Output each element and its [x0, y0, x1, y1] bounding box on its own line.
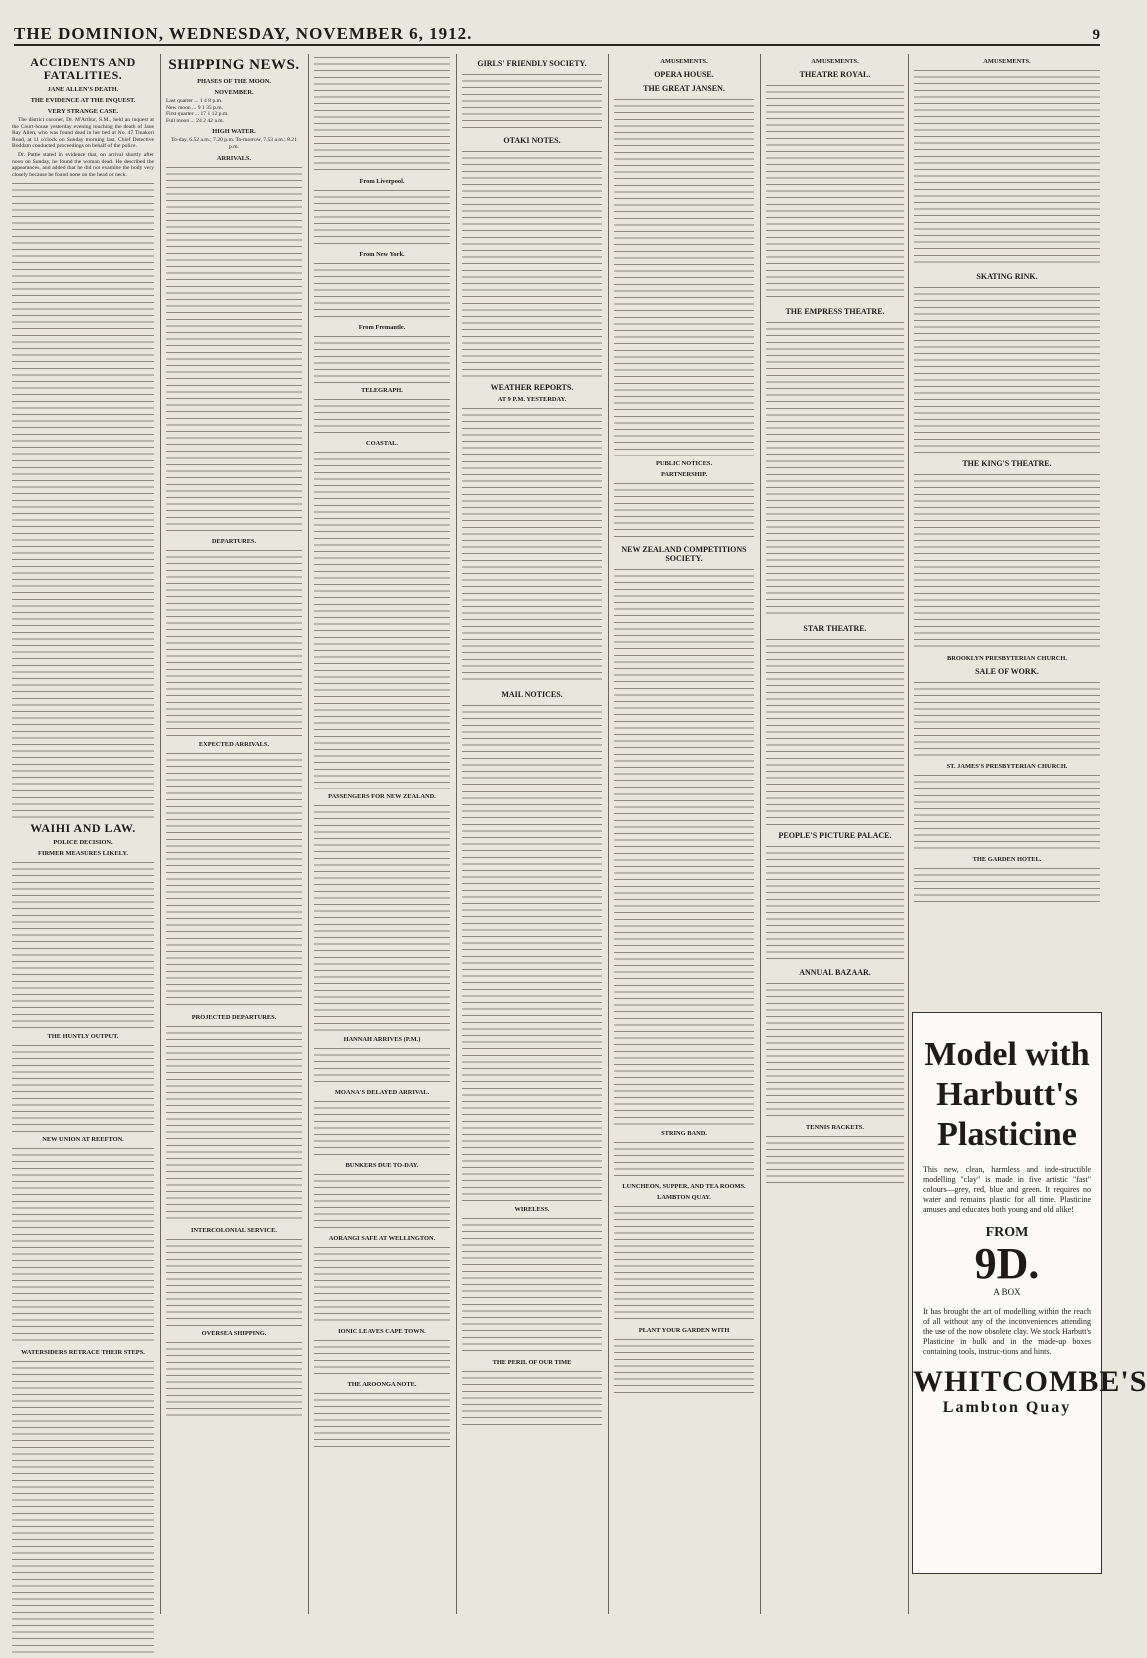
ad-opera-house: OPERA HOUSE. — [654, 70, 714, 79]
column-rule — [760, 54, 761, 1614]
page-header — [14, 18, 1100, 46]
body-text-filler — [614, 96, 754, 456]
subhead-ionic: IONIC LEAVES CAPE TOWN. — [338, 1328, 426, 1335]
ad-st-james-church: ST. JAMES'S PRESBYTERIAN CHURCH. — [946, 763, 1068, 770]
body-text-filler — [314, 449, 450, 789]
body-text-filler — [12, 1042, 154, 1132]
body-text-filler — [314, 1045, 450, 1085]
tide-times: To-day, 6.52 a.m.; 7.20 p.m. To-morrow, 7.53 a.m.; 8.21 p.m. — [171, 137, 297, 150]
ad-body-2: It has brought the art of modelling within the reach of all without any of the inconveniences attending the use of the now obsolete clay. We stock Harbutt's Plasticine in bulk and in the made-up boxes containing tools, instruc-tions and hints. — [923, 1307, 1091, 1356]
body-text-filler — [314, 260, 450, 320]
body-text-filler — [166, 1339, 302, 1419]
body-text-filler — [766, 843, 904, 963]
body-text-filler — [614, 566, 754, 1126]
ad-kings-theatre: THE KING'S THEATRE. — [962, 459, 1052, 468]
subhead-new-york: From New York. — [359, 251, 405, 258]
subhead-fremantle: From Fremantle. — [358, 324, 406, 331]
body-text-filler — [914, 284, 1100, 454]
masthead: THE DOMINION, WEDNESDAY, NOVEMBER 6, 1912. — [14, 24, 473, 43]
subhead-watersiders: WATERSIDERS RETRACE THEIR STEPS. — [21, 1349, 145, 1357]
ad-tennis-rackets: TENNIS RACKETS. — [806, 1124, 864, 1131]
body-text-filler — [166, 547, 302, 737]
subhead-reefton: NEW UNION AT REEFTON. — [42, 1136, 124, 1144]
body-text-filler — [766, 1133, 904, 1183]
subhead-moana: MOANA'S DELAYED ARRIVAL. — [334, 1089, 430, 1096]
page-number: 9 — [1092, 27, 1100, 43]
subhead-peril: THE PERIL OF OUR TIME — [492, 1359, 572, 1366]
body-text-filler — [462, 71, 602, 131]
column-amusements-1 — [614, 54, 754, 1614]
subhead-coastal: COASTAL. — [365, 440, 399, 447]
headline-accidents: ACCIDENTS AND FATALITIES. — [30, 55, 136, 82]
subhead-liverpool: From Liverpool. — [359, 178, 405, 185]
subhead-inquest: THE EVIDENCE AT THE INQUEST. — [30, 97, 136, 104]
ad-sale-of-work: SALE OF WORK. — [975, 667, 1039, 676]
body-text-filler — [614, 1336, 754, 1396]
column-amusements-2 — [766, 54, 904, 1614]
ad-garden-hotel: THE GARDEN HOTEL. — [972, 856, 1042, 863]
column-notices — [462, 54, 602, 1614]
ad-body-1: This new, clean, harmless and inde-structible modelling "clay" is made in five artistic "fast" colours—grey, red, blue and green. It requires no water and remains plastic for all time. Plasticine amuses and educates both young and old alike! — [923, 1165, 1091, 1214]
body-text-filler — [314, 802, 450, 1032]
subhead-huntly: THE HUNTLY OUTPUT. — [47, 1033, 119, 1041]
moon-row: New moon ... 9 1 35 p.m. — [166, 104, 224, 111]
ad-brand: WHITCOMBE'S — [913, 1365, 1147, 1398]
ad-theatre-royal: THEATRE ROYAL. — [799, 70, 871, 79]
column-shipping — [166, 54, 302, 1614]
subhead-departures: DEPARTURES. — [211, 537, 257, 545]
column-news — [12, 54, 154, 1614]
headline-waihi: WAIHI AND LAW. — [30, 821, 136, 836]
moon-row: Full moon ... 24 2 42 a.m. — [166, 117, 224, 124]
body-text-filler — [766, 636, 904, 826]
ad-competitions: NEW ZEALAND COMPETITIONS SOCIETY. — [621, 545, 747, 563]
subhead-aorangi: AORANGI SAFE AT WELLINGTON. — [328, 1235, 436, 1242]
subhead-expected-arrivals: EXPECTED ARRIVALS. — [198, 740, 270, 748]
subhead-wireless: WIRELESS. — [514, 1206, 550, 1213]
article-paragraph: Dr. Pattie stated in evidence that, on arrival shortly after noon on Sunday, he found the woman dead. He described the appearances, and added that he did not examine the body very closely because he found none on the head or neck. — [12, 151, 154, 178]
body-text-filler — [914, 67, 1100, 267]
body-text-filler — [914, 772, 1100, 852]
plasticine-advertisement — [912, 1012, 1147, 1574]
article-paragraph: The district coroner, Dr. M'Arthur, S.M., held an inquest at the Court-house yesterday evening touching the death of Jane Ray Allen, who was found dead in her bed at No. 47 Tinakori Road, at 11 o'clock on Sunday morning last. Chief Detective Boddam conducted proceedings on behalf of the police. — [12, 117, 154, 150]
ad-plant-garden: PLANT YOUR GARDEN WITH — [638, 1327, 730, 1334]
headline-weather: WEATHER REPORTS. — [490, 383, 574, 392]
ad-line-3: Plasticine — [937, 1116, 1077, 1153]
moon-row: Last quarter ... 1 4 8 p.m. — [166, 98, 223, 104]
ad-line-1: Model with — [924, 1036, 1090, 1073]
subhead-projected-departures: PROJECTED DEPARTURES. — [191, 1013, 277, 1021]
body-text-filler — [462, 1368, 602, 1428]
body-text-filler — [12, 859, 154, 1029]
ad-partnership: PARTNERSHIP. — [660, 471, 708, 478]
public-notices-header: PUBLIC NOTICES. — [655, 460, 713, 467]
subhead-bunkers: BUNKERS DUE TO-DAY. — [345, 1162, 419, 1169]
body-text-filler — [462, 702, 602, 1202]
headline-girls-society: GIRLS' FRIENDLY SOCIETY. — [477, 59, 587, 68]
body-text-filler — [914, 471, 1100, 651]
body-text-filler — [914, 679, 1100, 759]
column-rule — [456, 54, 457, 1614]
body-text-filler — [614, 1139, 754, 1179]
column-rule — [160, 54, 161, 1614]
ad-a-box: A BOX — [993, 1287, 1021, 1297]
body-text-filler — [766, 319, 904, 619]
body-text-filler — [462, 405, 602, 685]
subhead-telegraph: TELEGRAPH. — [361, 387, 403, 394]
column-rule — [908, 54, 909, 1614]
subhead-hannah: HANNAH ARRIVES (P.M.) — [343, 1036, 421, 1043]
body-text-filler — [314, 1390, 450, 1450]
subhead-firmer: FIRMER MEASURES LIKELY. — [38, 850, 128, 858]
body-text-filler — [12, 1358, 154, 1658]
subhead-moon: PHASES OF THE MOON. — [197, 78, 271, 85]
ad-price: 9D. — [974, 1239, 1040, 1288]
subhead-death: JANE ALLEN'S DEATH. — [47, 86, 119, 93]
body-text-filler — [12, 180, 154, 820]
body-text-filler — [914, 865, 1100, 905]
ad-skating-rink: SKATING RINK. — [976, 272, 1038, 281]
amusements-header: AMUSEMENTS. — [660, 58, 708, 65]
ad-street: Lambton Quay — [942, 1399, 1072, 1416]
ad-annual-bazaar: ANNUAL BAZAAR. — [799, 968, 871, 977]
body-text-filler — [166, 750, 302, 1010]
ad-lambton: LAMBTON QUAY. — [657, 1194, 711, 1201]
ad-luncheon: LUNCHEON, SUPPER, AND TEA ROOMS. — [622, 1183, 746, 1190]
ad-empress-theatre: THE EMPRESS THEATRE. — [785, 307, 885, 316]
body-text-filler — [166, 164, 302, 534]
ad-star-theatre: STAR THEATRE. — [803, 624, 867, 633]
body-text-filler — [766, 980, 904, 1120]
body-text-filler — [314, 333, 450, 383]
amusements-header: AMUSEMENTS. — [983, 58, 1031, 65]
headline-mail: MAIL NOTICES. — [501, 690, 563, 699]
ad-brooklyn-church: BROOKLYN PRESBYTERIAN CHURCH. — [947, 655, 1067, 662]
body-text-filler — [314, 1098, 450, 1158]
ad-peoples-picture-palace: PEOPLE'S PICTURE PALACE. — [778, 831, 892, 840]
ad-from: FROM — [985, 1225, 1029, 1240]
subhead-aroonga: THE AROONGA NOTE. — [347, 1381, 417, 1388]
headline-otaki: OTAKI NOTES. — [503, 136, 561, 145]
body-text-filler — [766, 82, 904, 302]
moon-row: First quarter ... 17 1 12 p.m. — [166, 111, 229, 118]
body-text-filler — [314, 1171, 450, 1231]
subhead-arrivals: ARRIVALS. — [216, 154, 252, 162]
subhead-9pm: AT 9 P.M. YESTERDAY. — [497, 396, 567, 403]
body-text-filler — [314, 54, 450, 174]
body-text-filler — [614, 1203, 754, 1323]
subhead-police: POLICE DECISION. — [53, 839, 113, 847]
ad-jansen: THE GREAT JANSEN. — [643, 84, 725, 93]
body-text-filler — [314, 396, 450, 436]
column-shipping-continued — [314, 54, 450, 1614]
subhead-november: NOVEMBER. — [214, 89, 254, 96]
body-text-filler — [314, 1337, 450, 1377]
column-rule — [608, 54, 609, 1614]
subhead-oversea: OVERSEA SHIPPING. — [201, 1329, 267, 1337]
ad-string-band: STRING BAND. — [661, 1130, 707, 1137]
column-amusements-3 — [914, 54, 1100, 1004]
ad-line-2: Harbutt's — [936, 1076, 1078, 1113]
body-text-filler — [166, 1023, 302, 1223]
amusements-header: AMUSEMENTS. — [811, 58, 859, 65]
body-text-filler — [462, 148, 602, 378]
subhead-passengers: PASSENGERS FOR NEW ZEALAND. — [328, 793, 436, 800]
headline-shipping: SHIPPING NEWS. — [168, 57, 300, 73]
body-text-filler — [462, 1215, 602, 1355]
body-text-filler — [314, 1244, 450, 1324]
subhead-strange: VERY STRANGE CASE. — [47, 108, 119, 115]
subhead-intercolonial: INTERCOLONIAL SERVICE. — [190, 1226, 278, 1234]
body-text-filler — [166, 1236, 302, 1326]
body-text-filler — [12, 1145, 154, 1345]
body-text-filler — [614, 480, 754, 540]
column-rule — [308, 54, 309, 1614]
subhead-high-water: HIGH WATER. — [212, 128, 256, 136]
body-text-filler — [314, 187, 450, 247]
